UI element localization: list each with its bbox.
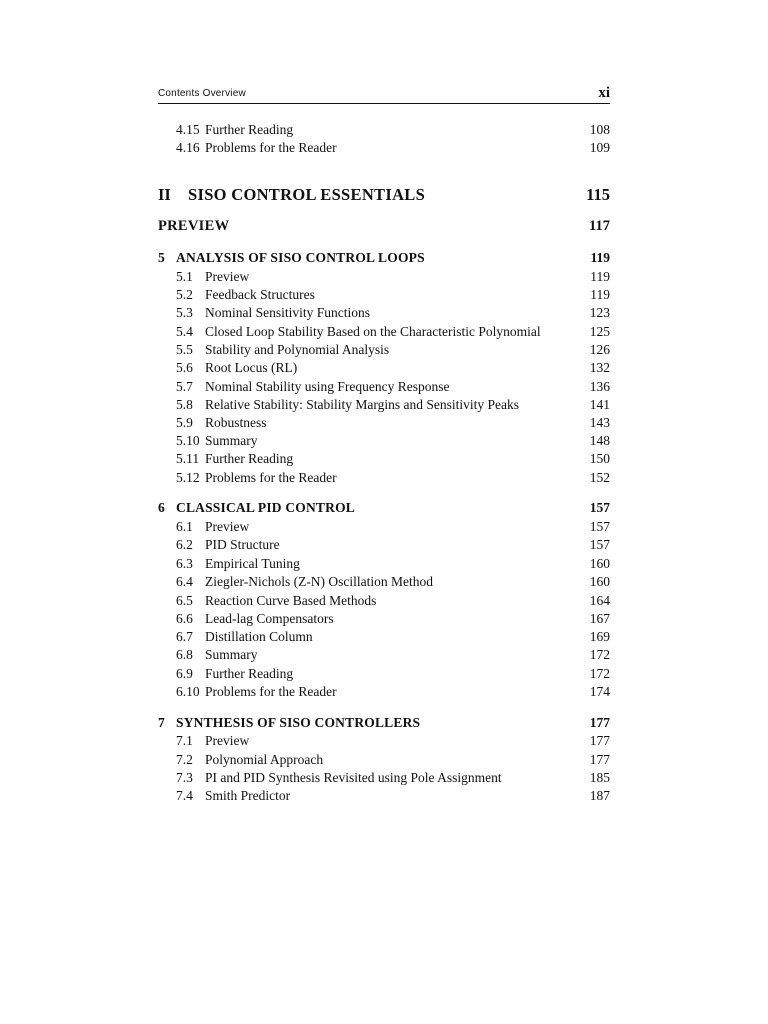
toc-entry-number: 5.7 (176, 379, 193, 394)
toc-entry-title: Robustness (205, 415, 267, 430)
toc-entry-title: Stability and Polynomial Analysis (205, 342, 390, 357)
toc-section-entry (158, 609, 610, 628)
toc-entry-number: 6.5 (176, 593, 193, 608)
toc-entry-page: 132 (589, 360, 610, 375)
toc-entry-title: Further Reading (205, 451, 294, 466)
toc-entry-page: 174 (589, 684, 610, 699)
toc-entry-page: 169 (589, 629, 610, 644)
toc-entry-title: Problems for the Reader (205, 684, 337, 699)
toc-entry-number: 6 (158, 500, 165, 515)
toc-section-entry (158, 413, 610, 432)
toc-entry-page: 177 (589, 733, 610, 748)
toc-entry-page: 157 (589, 519, 610, 534)
toc-entry-number: 5.11 (176, 451, 200, 466)
toc-entry-page: 164 (589, 593, 610, 608)
toc-section-entry (158, 303, 610, 322)
toc-entry-number: 6.7 (176, 629, 193, 644)
toc-section-entry (158, 395, 610, 414)
toc-entry-number: 5.5 (176, 342, 193, 357)
toc-entry-page: 177 (589, 752, 610, 767)
toc-entry-page: 172 (589, 647, 610, 662)
toc-entry-number: 5.12 (176, 470, 200, 485)
toc-entry-page: 172 (589, 666, 610, 681)
toc-entry-title: Polynomial Approach (205, 752, 324, 767)
toc-entry-page: 126 (589, 342, 610, 357)
toc-entry-page: 157 (589, 537, 610, 552)
toc-section-entry (158, 664, 610, 683)
toc-entry-page: 152 (589, 470, 610, 485)
toc-entry-title: Ziegler-Nichols (Z-N) Oscillation Method (205, 574, 434, 589)
toc-entry-title: Summary (205, 647, 258, 662)
toc-entry-number: 6.1 (176, 519, 193, 534)
toc-entry-number: 6.8 (176, 647, 193, 662)
toc-entry-number: 7.1 (176, 733, 193, 748)
toc-entry-number: 5.10 (176, 433, 200, 448)
toc-entry-page: 108 (589, 122, 610, 137)
toc-entry-title: Problems for the Reader (205, 140, 337, 155)
toc-part-entry (158, 184, 610, 206)
toc-section-entry (158, 431, 610, 450)
toc-section-entry (158, 120, 610, 139)
toc-section-entry (158, 786, 610, 805)
toc-section-entry (158, 645, 610, 664)
toc-entry-number: 6.10 (176, 684, 200, 699)
toc-entry-number: II (158, 185, 171, 204)
toc-section-entry (158, 750, 610, 769)
toc-entry-title: Preview (205, 269, 250, 284)
toc-chapter-entry (158, 498, 610, 517)
toc-entry-number: 6.9 (176, 666, 193, 681)
toc-section-entry (158, 138, 610, 157)
toc-section-entry (158, 572, 610, 591)
toc-entry-number: 7 (158, 715, 165, 730)
toc-entry-title: Closed Loop Stability Based on the Characteristic Polynomial (205, 324, 541, 339)
toc-entry-title: Feedback Structures (205, 287, 315, 302)
toc-entry-page: 119 (590, 269, 610, 284)
toc-entry-page: 125 (589, 324, 610, 339)
toc-entry-page: 117 (589, 218, 610, 234)
running-head-title: Contents Overview (158, 88, 246, 99)
toc-entry-number: 5.3 (176, 305, 193, 320)
toc-entry-page: 141 (589, 397, 610, 412)
toc-entry-title: SYNTHESIS OF SISO CONTROLLERS (176, 715, 421, 730)
toc-section-entry (158, 554, 610, 573)
toc-entry-title: Preview (205, 733, 250, 748)
toc-entry-page: 157 (589, 500, 610, 515)
toc-entry-page: 119 (590, 287, 610, 302)
toc-entry-title: PI and PID Synthesis Revisited using Pole Assignment (205, 770, 502, 785)
toc-entry-title: Empirical Tuning (205, 556, 300, 571)
toc-entry-number: 6.2 (176, 537, 193, 552)
toc-section-entry (158, 535, 610, 554)
toc-entry-title: ANALYSIS OF SISO CONTROL LOOPS (176, 250, 425, 265)
toc-section-entry (158, 627, 610, 646)
toc-entry-page: 115 (586, 185, 610, 204)
toc-entry-title: Reaction Curve Based Methods (205, 593, 377, 608)
toc-entry-number: 6.6 (176, 611, 193, 626)
toc-section-entry (158, 322, 610, 341)
toc-entry-number: 7.3 (176, 770, 193, 785)
toc-entry-title: Further Reading (205, 122, 294, 137)
toc-section-entry (158, 468, 610, 487)
toc-section-entry (158, 449, 610, 468)
toc-entry-number: 5.9 (176, 415, 193, 430)
toc-entry-page: 185 (589, 770, 610, 785)
toc-entry-page: 143 (589, 415, 610, 430)
toc-entry-number: 5.4 (176, 324, 193, 339)
running-head (158, 86, 610, 104)
toc-entry-number: 7.2 (176, 752, 193, 767)
toc-entry-number: 5.2 (176, 287, 193, 302)
toc-entry-page: 119 (590, 250, 610, 265)
page-number: xi (598, 85, 610, 101)
toc-entry-title: Nominal Sensitivity Functions (205, 305, 371, 320)
toc-section-entry (158, 340, 610, 359)
toc-entry-title: Nominal Stability using Frequency Response (205, 379, 450, 394)
toc-entry-title: Smith Predictor (205, 788, 291, 803)
toc-entry-number: 5.6 (176, 360, 193, 375)
toc-preview-entry (158, 216, 610, 236)
toc-entry-title: CLASSICAL PID CONTROL (176, 500, 355, 515)
toc-entry-number: 4.16 (176, 140, 200, 155)
toc-section-entry (158, 377, 610, 396)
toc-section-entry (158, 682, 610, 701)
toc-entry-page: 123 (589, 305, 610, 320)
toc-entry-title: Preview (205, 519, 250, 534)
toc-section-entry (158, 731, 610, 750)
toc-entry-number: 5.1 (176, 269, 193, 284)
toc-entry-title: Further Reading (205, 666, 294, 681)
toc-entry-page: 136 (589, 379, 610, 394)
toc-entry-title: PID Structure (205, 537, 280, 552)
toc-section-entry (158, 517, 610, 536)
toc-entry-page: 187 (589, 788, 610, 803)
header-rule (158, 103, 610, 104)
toc-entry-title: Lead-lag Compensators (205, 611, 334, 626)
toc-section-entry (158, 267, 610, 286)
toc-section-entry (158, 285, 610, 304)
toc-entry-page: 177 (589, 715, 610, 730)
toc-entry-number: 6.3 (176, 556, 193, 571)
toc-section-entry (158, 358, 610, 377)
toc-entry-page: 167 (589, 611, 610, 626)
toc-entry-title: Relative Stability: Stability Margins and Sensitivity Peaks (205, 397, 519, 412)
toc-entry-page: 109 (589, 140, 610, 155)
toc-entry-title: Summary (205, 433, 258, 448)
toc-section-entry (158, 768, 610, 787)
toc-entry-title: Root Locus (RL) (205, 360, 298, 375)
toc-entry-number: 7.4 (176, 788, 193, 803)
toc-chapter-entry (158, 248, 610, 267)
toc-entry-page: 150 (589, 451, 610, 466)
toc-section-entry (158, 591, 610, 610)
toc-chapter-entry (158, 713, 610, 732)
toc-entry-title: Distillation Column (205, 629, 313, 644)
toc-entry-page: 160 (589, 574, 610, 589)
toc-entry-title: PREVIEW (158, 218, 230, 234)
toc-entry-page: 160 (589, 556, 610, 571)
toc-entry-title: Problems for the Reader (205, 470, 337, 485)
toc-entry-number: 6.4 (176, 574, 193, 589)
toc-entry-title: SISO CONTROL ESSENTIALS (188, 185, 426, 204)
toc-entry-page: 148 (589, 433, 610, 448)
toc-entry-number: 5.8 (176, 397, 193, 412)
toc-entry-number: 4.15 (176, 122, 200, 137)
toc-entry-number: 5 (158, 250, 165, 265)
